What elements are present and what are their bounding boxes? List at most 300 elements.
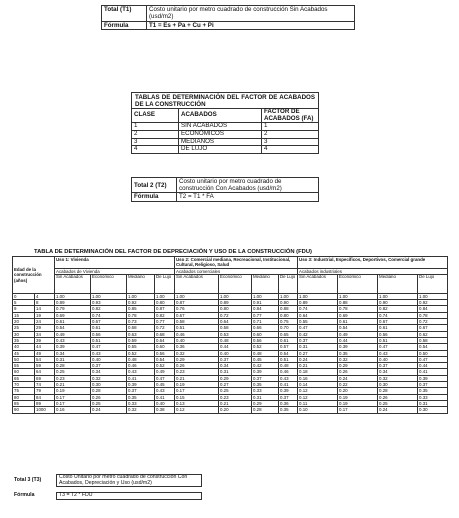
age-cell: 60 bbox=[13, 369, 35, 375]
factor-cell: 0.16 bbox=[298, 375, 338, 381]
age-cell: 8 bbox=[35, 300, 55, 306]
sub-header: Mediano bbox=[127, 274, 155, 293]
factor-cell: 0.82 bbox=[91, 306, 127, 312]
factor-cell: 0.28 bbox=[91, 388, 127, 394]
factor-cell: 0.43 bbox=[55, 337, 91, 343]
age-cell: 14 bbox=[35, 306, 55, 312]
age-cell: 29 bbox=[35, 325, 55, 331]
factor-cell: 0.40 bbox=[175, 337, 219, 343]
finish-factor-cell: MEDIANOS bbox=[179, 138, 262, 146]
sub-header: Sin Acabados bbox=[175, 274, 219, 293]
factor-cell: 0.53 bbox=[219, 331, 252, 337]
age-cell: 35 bbox=[13, 337, 35, 343]
factor-cell: 0.74 bbox=[378, 312, 418, 318]
age-cell: 25 bbox=[13, 325, 35, 331]
factor-cell: 0.43 bbox=[91, 350, 127, 356]
t2-formula-label: Fórmula bbox=[132, 193, 177, 201]
age-cell: 70 bbox=[13, 382, 35, 388]
age-cell: 55 bbox=[13, 363, 35, 369]
factor-cell: 0.17 bbox=[55, 400, 91, 406]
factor-cell: 0.24 bbox=[298, 356, 338, 362]
factor-cell: 0.43 bbox=[378, 350, 418, 356]
age-cell: 45 bbox=[13, 350, 35, 356]
factor-cell: 0.58 bbox=[418, 337, 448, 343]
factor-cell: 0.37 bbox=[219, 356, 252, 362]
factor-cell: 0.72 bbox=[219, 312, 252, 318]
factor-cell: 0.37 bbox=[279, 394, 298, 400]
age-cell: 59 bbox=[35, 363, 55, 369]
factor-cell: 0.39 bbox=[418, 375, 448, 381]
factor-cell: 0.32 bbox=[175, 350, 219, 356]
finish-factor-header: ACABADOS bbox=[179, 109, 262, 123]
factor-cell: 0.28 bbox=[252, 407, 279, 413]
factor-cell: 0.41 bbox=[279, 382, 298, 388]
use3-finish-header: Acabados industriales bbox=[298, 268, 448, 274]
factor-cell: 0.78 bbox=[418, 312, 448, 318]
factor-cell: 0.54 bbox=[418, 344, 448, 350]
factor-cell: 0.21 bbox=[175, 375, 219, 381]
factor-cell: 0.41 bbox=[127, 375, 155, 381]
factor-cell: 0.55 bbox=[298, 319, 338, 325]
factor-cell: 0.35 bbox=[279, 407, 298, 413]
sub-header: Sin Acabados bbox=[298, 274, 338, 293]
factor-cell: 0.20 bbox=[338, 388, 378, 394]
factor-cell: 0.61 bbox=[55, 319, 91, 325]
factor-cell: 1.00 bbox=[155, 293, 175, 299]
age-cell: 15 bbox=[13, 312, 35, 318]
factor-cell: 0.34 bbox=[91, 369, 127, 375]
age-cell: 69 bbox=[35, 375, 55, 381]
sub-header: De Lujo bbox=[155, 274, 175, 293]
factor-cell: 0.80 bbox=[279, 312, 298, 318]
finish-factor-cell: DE LUJO bbox=[179, 146, 262, 154]
factor-cell: 0.39 bbox=[127, 382, 155, 388]
t1-label: Total (T1) bbox=[102, 6, 147, 22]
factor-cell: 0.31 bbox=[219, 369, 252, 375]
factor-cell: 0.91 bbox=[252, 300, 279, 306]
age-cell: 89 bbox=[35, 400, 55, 406]
factor-cell: 0.84 bbox=[252, 306, 279, 312]
factor-cell: 0.74 bbox=[298, 306, 338, 312]
depreciation-table-title: TABLA DE DETERMINACIÓN DEL FACTOR DE DEPRECIACIÓN Y USO DE LA CONSTRUCCIÓN (FDU) bbox=[34, 249, 312, 255]
factor-cell: 0.89 bbox=[298, 300, 338, 306]
factor-cell: 0.32 bbox=[338, 356, 378, 362]
factor-cell: 0.87 bbox=[175, 300, 219, 306]
factor-cell: 0.43 bbox=[127, 369, 155, 375]
factor-cell: 1.00 bbox=[219, 293, 252, 299]
sub-header: Económico bbox=[338, 274, 378, 293]
finish-factor-cell: 4 bbox=[262, 146, 319, 154]
sub-header: De Lujo bbox=[418, 274, 448, 293]
factor-cell: 0.57 bbox=[279, 344, 298, 350]
t3-label: Total 3 (T3) bbox=[14, 476, 42, 483]
factor-cell: 0.30 bbox=[418, 407, 448, 413]
factor-cell: 0.36 bbox=[279, 400, 298, 406]
finish-factor-row bbox=[132, 130, 319, 138]
factor-cell: 0.56 bbox=[252, 337, 279, 343]
finish-factor-cell: 4 bbox=[132, 146, 179, 154]
factor-cell: 0.76 bbox=[175, 306, 219, 312]
factor-cell: 0.19 bbox=[338, 394, 378, 400]
depreciation-table bbox=[12, 256, 448, 414]
factor-cell: 0.51 bbox=[175, 325, 219, 331]
factor-cell: 0.54 bbox=[279, 350, 298, 356]
use1-finish-header: Acabados de Vivienda bbox=[55, 268, 175, 274]
factor-cell: 0.61 bbox=[91, 325, 127, 331]
finish-factor-cell: SIN ACABADOS bbox=[179, 123, 262, 131]
factor-cell: 0.49 bbox=[155, 369, 175, 375]
age-cell: 79 bbox=[35, 388, 55, 394]
factor-cell: 0.64 bbox=[219, 319, 252, 325]
depreciation-row bbox=[13, 407, 448, 413]
factor-cell: 0.35 bbox=[127, 394, 155, 400]
factor-cell: 0.17 bbox=[175, 388, 219, 394]
factor-cell: 0.39 bbox=[55, 344, 91, 350]
factor-cell: 0.32 bbox=[91, 375, 127, 381]
factor-cell: 0.40 bbox=[219, 350, 252, 356]
factor-cell: 0.71 bbox=[252, 319, 279, 325]
factor-cell: 0.64 bbox=[298, 312, 338, 318]
t3-formula-label: Fórmula bbox=[14, 492, 35, 499]
age-cell: 74 bbox=[35, 382, 55, 388]
factor-cell: 0.46 bbox=[127, 363, 155, 369]
finish-factor-row bbox=[132, 123, 319, 131]
age-cell: 44 bbox=[35, 344, 55, 350]
factor-cell: 0.25 bbox=[219, 388, 252, 394]
factor-cell: 0.59 bbox=[127, 337, 155, 343]
finish-factor-row bbox=[132, 138, 319, 146]
finish-factor-cell: 3 bbox=[132, 138, 179, 146]
age-cell: 4 bbox=[35, 293, 55, 299]
factor-cell: 0.30 bbox=[91, 382, 127, 388]
factor-cell: 0.32 bbox=[127, 407, 155, 413]
factor-cell: 0.67 bbox=[91, 319, 127, 325]
factor-cell: 0.46 bbox=[279, 369, 298, 375]
factor-cell: 0.51 bbox=[91, 337, 127, 343]
factor-cell: 0.49 bbox=[55, 331, 91, 337]
factor-cell: 0.14 bbox=[298, 382, 338, 388]
factor-cell: 0.90 bbox=[279, 300, 298, 306]
age-cell: 19 bbox=[35, 312, 55, 318]
factor-cell: 1.00 bbox=[378, 293, 418, 299]
factor-cell: 0.15 bbox=[175, 394, 219, 400]
factor-cell: 0.29 bbox=[252, 400, 279, 406]
factor-cell: 1.00 bbox=[91, 293, 127, 299]
finish-factor-cell: 2 bbox=[262, 130, 319, 138]
factor-cell: 0.40 bbox=[91, 356, 127, 362]
factor-cell: 1.00 bbox=[279, 293, 298, 299]
factor-cell: 0.37 bbox=[91, 363, 127, 369]
t1-table bbox=[101, 5, 355, 30]
age-cell: 64 bbox=[35, 369, 55, 375]
age-cell: 49 bbox=[35, 350, 55, 356]
factor-cell: 0.23 bbox=[55, 375, 91, 381]
factor-cell: 0.37 bbox=[298, 337, 338, 343]
factor-cell: 0.72 bbox=[155, 325, 175, 331]
factor-cell: 0.73 bbox=[127, 319, 155, 325]
factor-cell: 0.39 bbox=[252, 369, 279, 375]
factor-cell: 0.35 bbox=[252, 382, 279, 388]
factor-cell: 1.00 bbox=[298, 293, 338, 299]
factor-cell: 0.34 bbox=[219, 363, 252, 369]
age-cell: 54 bbox=[35, 356, 55, 362]
factor-cell: 0.62 bbox=[418, 331, 448, 337]
factor-cell: 0.42 bbox=[298, 331, 338, 337]
factor-cell: 0.61 bbox=[338, 319, 378, 325]
t2-description: Costo unitario por metro cuadrado de construcción Con Acabados (usd/m2) bbox=[177, 178, 319, 193]
factor-cell: 0.35 bbox=[338, 350, 378, 356]
factor-cell: 0.22 bbox=[338, 382, 378, 388]
finish-factor-cell: ECONÓMICOS bbox=[179, 130, 262, 138]
factor-cell: 0.82 bbox=[378, 306, 418, 312]
age-cell: 24 bbox=[35, 319, 55, 325]
factor-cell: 0.11 bbox=[298, 400, 338, 406]
factor-cell: 0.72 bbox=[418, 319, 448, 325]
factor-cell: 0.37 bbox=[418, 382, 448, 388]
factor-cell: 0.44 bbox=[219, 344, 252, 350]
factor-cell: 0.47 bbox=[418, 356, 448, 362]
factor-cell: 0.37 bbox=[378, 363, 418, 369]
factor-cell: 0.31 bbox=[252, 394, 279, 400]
factor-cell: 0.52 bbox=[252, 344, 279, 350]
factor-cell: 1.00 bbox=[175, 293, 219, 299]
factor-cell: 0.47 bbox=[298, 325, 338, 331]
use2-finish-header: Acabados comerciales bbox=[175, 268, 298, 274]
factor-cell: 0.90 bbox=[378, 300, 418, 306]
t2-label: Total 2 (T2) bbox=[132, 178, 177, 193]
factor-cell: 0.46 bbox=[175, 331, 219, 337]
factor-cell: 0.25 bbox=[91, 400, 127, 406]
factor-cell: 0.52 bbox=[155, 363, 175, 369]
factor-cell: 0.55 bbox=[127, 344, 155, 350]
factor-cell: 0.69 bbox=[338, 312, 378, 318]
factor-cell: 0.74 bbox=[91, 312, 127, 318]
factor-cell: 0.67 bbox=[175, 312, 219, 318]
factor-cell: 0.23 bbox=[175, 369, 219, 375]
factor-cell: 0.45 bbox=[252, 356, 279, 362]
factor-cell: 0.26 bbox=[91, 394, 127, 400]
age-cell: 30 bbox=[13, 331, 35, 337]
factor-cell: 0.84 bbox=[418, 306, 448, 312]
factor-cell: 0.10 bbox=[298, 407, 338, 413]
factor-cell: 0.37 bbox=[127, 388, 155, 394]
factor-cell: 0.40 bbox=[378, 356, 418, 362]
factor-cell: 0.51 bbox=[378, 337, 418, 343]
factor-cell: 0.12 bbox=[175, 407, 219, 413]
factor-cell: 0.88 bbox=[338, 300, 378, 306]
factor-cell: 0.56 bbox=[91, 331, 127, 337]
factor-cell: 0.20 bbox=[219, 407, 252, 413]
factor-cell: 0.13 bbox=[175, 400, 219, 406]
factor-cell: 0.27 bbox=[219, 382, 252, 388]
finish-factor-cell: 3 bbox=[262, 138, 319, 146]
factor-cell: 0.39 bbox=[338, 344, 378, 350]
factor-cell: 0.19 bbox=[175, 382, 219, 388]
age-cell: 34 bbox=[35, 331, 55, 337]
use3-header: Uso 3: Industrial, Específicos, Deportivos, Comercial grande bbox=[298, 257, 448, 269]
factor-cell: 0.93 bbox=[91, 300, 127, 306]
factor-cell: 0.85 bbox=[127, 306, 155, 312]
t2-formula: T2 = T1 * FA bbox=[177, 193, 319, 201]
age-header: Edad de la construcción (años) bbox=[13, 257, 55, 294]
t2-table bbox=[131, 177, 319, 202]
finish-factor-table bbox=[131, 92, 319, 154]
factor-cell: 0.40 bbox=[155, 400, 175, 406]
factor-cell: 0.48 bbox=[219, 337, 252, 343]
factor-cell: 0.28 bbox=[378, 388, 418, 394]
factor-cell: 0.61 bbox=[279, 337, 298, 343]
factor-cell: 0.48 bbox=[252, 350, 279, 356]
t3-table bbox=[12, 474, 202, 500]
factor-cell: 0.24 bbox=[378, 407, 418, 413]
factor-cell: 0.43 bbox=[279, 375, 298, 381]
factor-cell: 0.47 bbox=[91, 344, 127, 350]
factor-cell: 0.32 bbox=[378, 375, 418, 381]
factor-cell: 0.50 bbox=[418, 350, 448, 356]
factor-cell: 0.18 bbox=[298, 369, 338, 375]
finish-factor-header: CLASE bbox=[132, 109, 179, 123]
factor-cell: 0.87 bbox=[155, 306, 175, 312]
age-cell: 20 bbox=[13, 319, 35, 325]
factor-cell: 0.78 bbox=[127, 312, 155, 318]
factor-cell: 0.44 bbox=[418, 363, 448, 369]
factor-cell: 0.25 bbox=[378, 400, 418, 406]
use2-header: Uso 2: Comercial mediana, Recreacional, Institucional, Cultural, Religioso, Salud bbox=[175, 257, 298, 269]
age-cell: 50 bbox=[13, 356, 35, 362]
sub-header: De Lujo bbox=[279, 274, 298, 293]
factor-cell: 0.47 bbox=[378, 344, 418, 350]
factor-cell: 0.35 bbox=[418, 388, 448, 394]
factor-cell: 0.31 bbox=[298, 344, 338, 350]
factor-cell: 0.17 bbox=[55, 394, 91, 400]
factor-cell: 0.33 bbox=[252, 388, 279, 394]
factor-cell: 0.65 bbox=[279, 331, 298, 337]
age-cell: 0 bbox=[13, 293, 35, 299]
factor-cell: 0.41 bbox=[418, 369, 448, 375]
factor-cell: 0.37 bbox=[252, 375, 279, 381]
factor-cell: 0.29 bbox=[338, 363, 378, 369]
factor-cell: 0.25 bbox=[55, 369, 91, 375]
age-cell: 9 bbox=[13, 306, 35, 312]
factor-cell: 0.27 bbox=[298, 350, 338, 356]
factor-cell: 0.16 bbox=[55, 407, 91, 413]
factor-cell: 0.82 bbox=[155, 312, 175, 318]
finish-factor-cell: 1 bbox=[262, 123, 319, 131]
age-cell: 39 bbox=[35, 337, 55, 343]
factor-cell: 0.12 bbox=[298, 388, 338, 394]
factor-cell: 0.48 bbox=[127, 356, 155, 362]
t1-formula-label: Fórmula bbox=[102, 21, 147, 29]
factor-cell: 0.41 bbox=[155, 394, 175, 400]
factor-cell: 0.23 bbox=[219, 394, 252, 400]
factor-cell: 0.67 bbox=[418, 325, 448, 331]
factor-cell: 0.43 bbox=[155, 388, 175, 394]
factor-cell: 0.60 bbox=[252, 331, 279, 337]
factor-cell: 0.51 bbox=[279, 356, 298, 362]
factor-cell: 0.26 bbox=[378, 394, 418, 400]
factor-cell: 0.19 bbox=[338, 400, 378, 406]
age-cell: 65 bbox=[13, 375, 35, 381]
factor-cell: 0.47 bbox=[155, 375, 175, 381]
sub-header: Sin Acabados bbox=[55, 274, 91, 293]
age-cell: 85 bbox=[13, 400, 35, 406]
sub-header: Mediano bbox=[378, 274, 418, 293]
factor-cell: 0.68 bbox=[127, 325, 155, 331]
finish-factor-cell: 2 bbox=[132, 130, 179, 138]
factor-cell: 0.80 bbox=[219, 306, 252, 312]
factor-cell: 0.61 bbox=[378, 325, 418, 331]
factor-cell: 1.00 bbox=[55, 293, 91, 299]
factor-cell: 0.54 bbox=[155, 356, 175, 362]
factor-cell: 0.49 bbox=[338, 331, 378, 337]
factor-cell: 0.19 bbox=[55, 388, 91, 394]
factor-cell: 0.58 bbox=[219, 325, 252, 331]
factor-cell: 0.48 bbox=[279, 363, 298, 369]
factor-cell: 0.44 bbox=[338, 337, 378, 343]
factor-cell: 1.00 bbox=[127, 293, 155, 299]
factor-cell: 0.29 bbox=[219, 375, 252, 381]
factor-cell: 1.00 bbox=[418, 293, 448, 299]
factor-cell: 0.33 bbox=[127, 400, 155, 406]
age-cell: 1000 bbox=[35, 407, 55, 413]
factor-cell: 0.66 bbox=[252, 325, 279, 331]
factor-cell: 0.89 bbox=[55, 300, 91, 306]
factor-cell: 0.64 bbox=[155, 337, 175, 343]
factor-cell: 0.79 bbox=[55, 306, 91, 312]
factor-cell: 0.63 bbox=[127, 331, 155, 337]
factor-cell: 0.54 bbox=[338, 325, 378, 331]
factor-cell: 0.92 bbox=[418, 300, 448, 306]
factor-cell: 0.70 bbox=[279, 325, 298, 331]
factor-cell: 0.92 bbox=[127, 300, 155, 306]
t3-description: Costo Unitario por metro cuadrado de construcción Con Acabados, Depreciación y Uso (usd/m2) bbox=[57, 475, 202, 487]
factor-cell: 0.33 bbox=[418, 394, 448, 400]
factor-cell: 0.31 bbox=[418, 400, 448, 406]
factor-cell: 1.00 bbox=[252, 293, 279, 299]
factor-cell: 0.78 bbox=[338, 306, 378, 312]
t1-description: Costo unitario por metro cuadrado de construcción Sin Acabados (usd/m2) bbox=[147, 6, 355, 22]
factor-cell: 0.42 bbox=[252, 363, 279, 369]
sub-header: Económico bbox=[91, 274, 127, 293]
factor-cell: 0.60 bbox=[155, 344, 175, 350]
age-cell: 75 bbox=[13, 388, 35, 394]
factor-cell: 0.30 bbox=[378, 382, 418, 388]
age-cell: 40 bbox=[13, 344, 35, 350]
factor-cell: 0.77 bbox=[252, 312, 279, 318]
finish-factor-row bbox=[132, 146, 319, 154]
factor-cell: 0.67 bbox=[378, 319, 418, 325]
age-cell: 84 bbox=[35, 394, 55, 400]
factor-cell: 0.39 bbox=[279, 388, 298, 394]
factor-cell: 0.69 bbox=[55, 312, 91, 318]
factor-cell: 0.77 bbox=[155, 319, 175, 325]
factor-cell: 0.12 bbox=[298, 394, 338, 400]
factor-cell: 0.17 bbox=[338, 407, 378, 413]
sub-header: Mediano bbox=[252, 274, 279, 293]
factor-cell: 0.36 bbox=[175, 344, 219, 350]
factor-cell: 0.88 bbox=[279, 306, 298, 312]
age-cell: 5 bbox=[13, 300, 35, 306]
factor-cell: 0.34 bbox=[55, 350, 91, 356]
factor-cell: 0.26 bbox=[175, 363, 219, 369]
factor-cell: 0.28 bbox=[55, 363, 91, 369]
factor-cell: 0.21 bbox=[298, 363, 338, 369]
factor-cell: 0.21 bbox=[219, 400, 252, 406]
factor-cell: 0.24 bbox=[338, 375, 378, 381]
factor-cell: 0.29 bbox=[175, 356, 219, 362]
factor-cell: 0.89 bbox=[219, 300, 252, 306]
finish-factor-cell: 1 bbox=[132, 123, 179, 131]
